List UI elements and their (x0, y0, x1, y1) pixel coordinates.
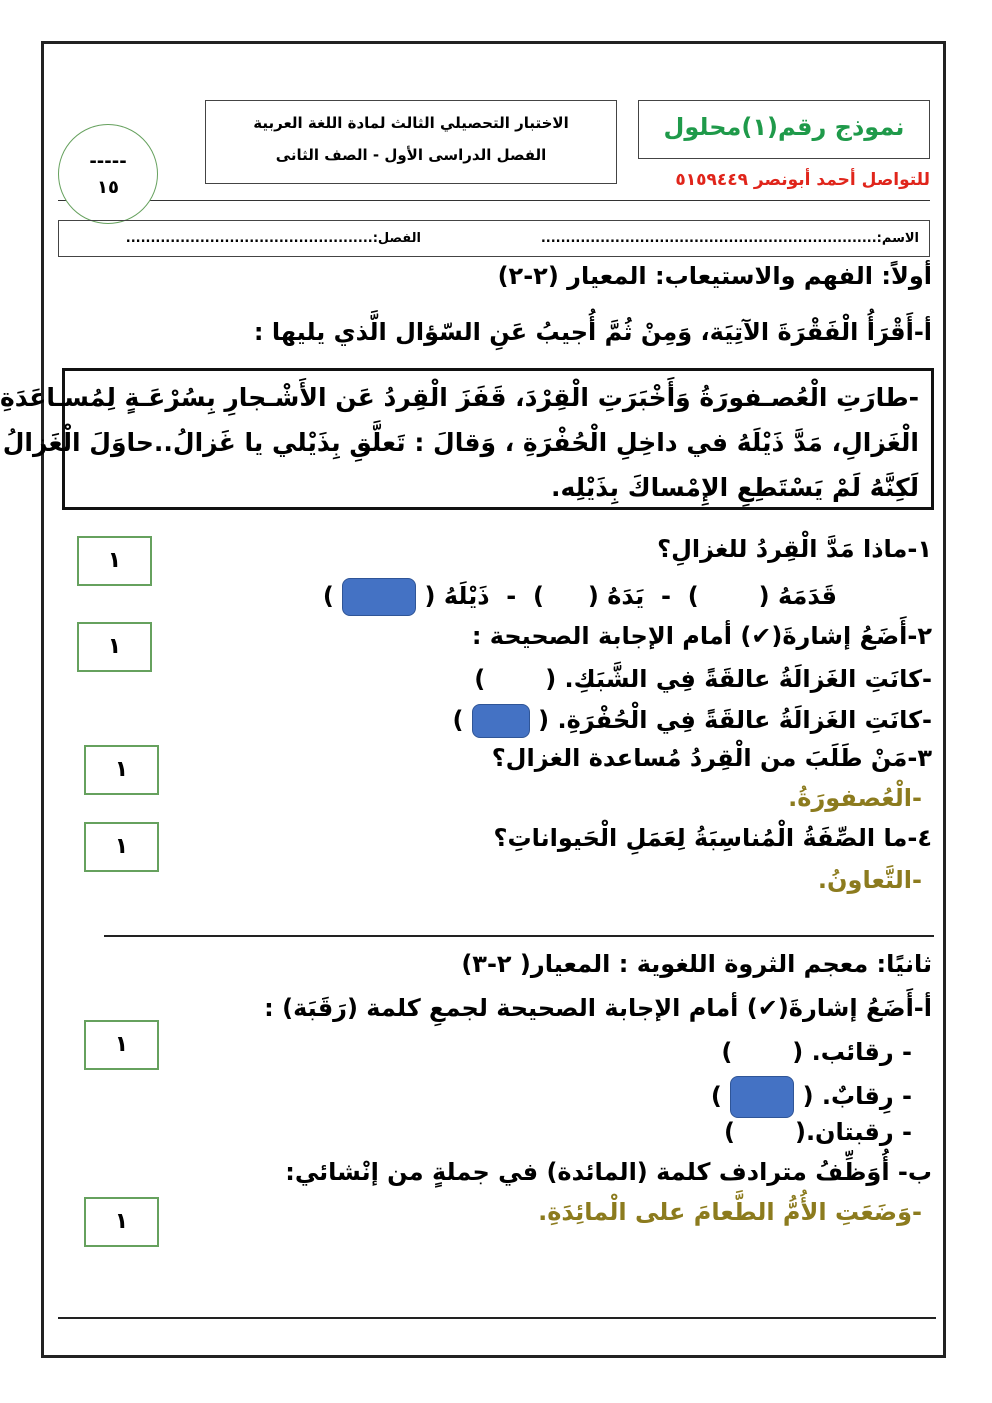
class-field[interactable]: الفصل:.................................................. (125, 231, 421, 246)
q1-option-hand-blank[interactable] (544, 582, 588, 612)
paren-close: ) (532, 582, 544, 610)
paren-close: ) (710, 1082, 722, 1110)
q2-option-net (474, 665, 932, 695)
paragraph-line-1: -طارَتِ الْعُصـفورَةُ وَأَخْبَرَتِ الْقِرْدَ، قَفَزَ الْقِردُ عَن الأَشْـجارِ بِسُرْعَـةٍ لِمُسـاعَدَةِ (0, 383, 919, 412)
separator-dash: - (661, 582, 671, 610)
s2-option-1-blank[interactable] (732, 1038, 792, 1068)
s2-option-3-blank[interactable] (735, 1118, 795, 1148)
s2-option-3 (724, 1118, 912, 1148)
name-field[interactable]: الاسم:.................................................................... (540, 231, 919, 246)
mark-box-s2a: ١ (84, 1020, 159, 1070)
section2-question-b: ب- أُوَظِّفُ مترادف كلمة (المائدة) في جملةٍ من إنْشائي: (285, 1158, 932, 1186)
s2-option-2-text: - رِقابٌ. ( (802, 1082, 912, 1110)
term-grade: الفصل الدراسى الأول - الصف الثانى (275, 146, 547, 164)
question-2: ٢-أَضَعُ إشارةَ(✔) أمام الإجابة الصحيحة : (471, 622, 932, 650)
section2-title: ثانيًا: معجم الثروة اللغوية : المعيار( ٢-٣) (461, 950, 932, 978)
q2-option-net-blank[interactable] (485, 665, 545, 695)
question-3: ٣-مَنْ طَلَبَ من الْقِردُ مُساعدة الغزال؟ (491, 744, 932, 772)
s2-option-3-text: - رقبتان.( (794, 1118, 912, 1146)
answer-3: -الْعُصفورَةُ. (788, 784, 922, 812)
paren-close: ) (474, 665, 486, 693)
section1-instruction: أ-أَقْرَأُ الْفَقْرَةَ الآتِيَة، وَمِنْ ثُمَّ أُجيبُ عَنِ السّؤال الَّذي يليها : (253, 318, 932, 346)
mark-box-q4: ١ (84, 822, 159, 872)
contact-info: للتواصل أحمد أبونصر ٥١٥٩٤٤٩ (675, 170, 930, 190)
q2-option-pit (452, 704, 932, 738)
score-dashes: ----- (89, 151, 127, 172)
student-info-box (58, 220, 930, 257)
model-label: نموذج رقم(١)محلول (638, 100, 930, 159)
s2-option-2 (711, 1076, 912, 1118)
score-total: ١٥ (97, 177, 119, 198)
mark-box-q1: ١ (77, 536, 152, 586)
reading-paragraph (0, 368, 934, 510)
section1-title: أولاً: الفهم والاستيعاب: المعيار (٢-٢) (497, 262, 932, 290)
mark-box-s2b: ١ (84, 1197, 159, 1247)
q1-option-tail: ذَيْلَهُ ( (424, 582, 490, 610)
paren-close: ) (721, 1038, 733, 1066)
q1-option-foot-blank[interactable] (699, 582, 759, 612)
section2-question-a: أ-أَضَعُ إشارةَ(✔) أمام الإجابة الصحيحة لجمعِ كلمة (رَقَبَة) : (264, 994, 932, 1022)
score-circle (58, 124, 158, 224)
question-4: ٤-ما الصِّفَةُ الْمُناسِبَةُ لِعَمَلِ الْحَيواناتِ؟ (493, 824, 932, 852)
paren-close: ) (452, 706, 464, 734)
paren-close: ) (724, 1118, 735, 1146)
q2-option-net-text: -كانَتِ الغَزالَةُ عالقَةً فِي الشَّبَكِ. ( (545, 665, 932, 693)
q2-option-pit-text: -كانَتِ الغَزالَةُ عالقَةً فِي الْحُفْرَةِ. ( (538, 706, 932, 734)
q1-option-foot: قَدَمَهُ ( (758, 582, 837, 610)
s2-option-1 (721, 1038, 912, 1068)
paragraph-line-3: لَكِنَّهُ لَمْ يَسْتَطِعِ الإِمْساكَ بِذَيْلِه. (550, 473, 919, 502)
answer-4: -التَّعاونُ. (817, 866, 922, 894)
paragraph-line-2: الْغَزالِ، مَدَّ ذَيْلَهُ في داخِلِ الْحُفْرَةِ ، وَقالَ : تَعلَّقِ بِذَيْلي يا غَزالُ..حاوَلَ الْغَزالُ (2, 428, 919, 457)
q1-option-hand: يَدَهُ ( (587, 582, 645, 610)
header-divider (58, 200, 930, 201)
q1-option-tail-selected-mark[interactable] (342, 578, 416, 616)
question-1: ١-ماذا مَدَّ الْقِردُ للغزالِ؟ (657, 535, 932, 563)
q2-option-pit-selected-mark[interactable] (472, 704, 530, 738)
paren-close: ) (687, 582, 699, 610)
s2-option-1-text: - رقائب. ( (792, 1038, 912, 1066)
footer-divider (58, 1317, 936, 1319)
s2-option-2-selected-mark[interactable] (730, 1076, 794, 1118)
separator-dash: - (506, 582, 517, 610)
exam-title-box (205, 100, 617, 184)
mark-box-q3: ١ (84, 745, 159, 795)
section2-answer-b: -وَضَعَتِ الأُمُّ الطَّعامَ على الْمائِدَةِ. (538, 1198, 922, 1226)
paren-close: ) (322, 582, 334, 610)
question-1-options (323, 578, 837, 616)
section-divider (104, 935, 934, 937)
mark-box-q2: ١ (77, 622, 152, 672)
exam-title: الاختبار التحصيلي الثالث لمادة اللغة العربية (253, 114, 569, 132)
